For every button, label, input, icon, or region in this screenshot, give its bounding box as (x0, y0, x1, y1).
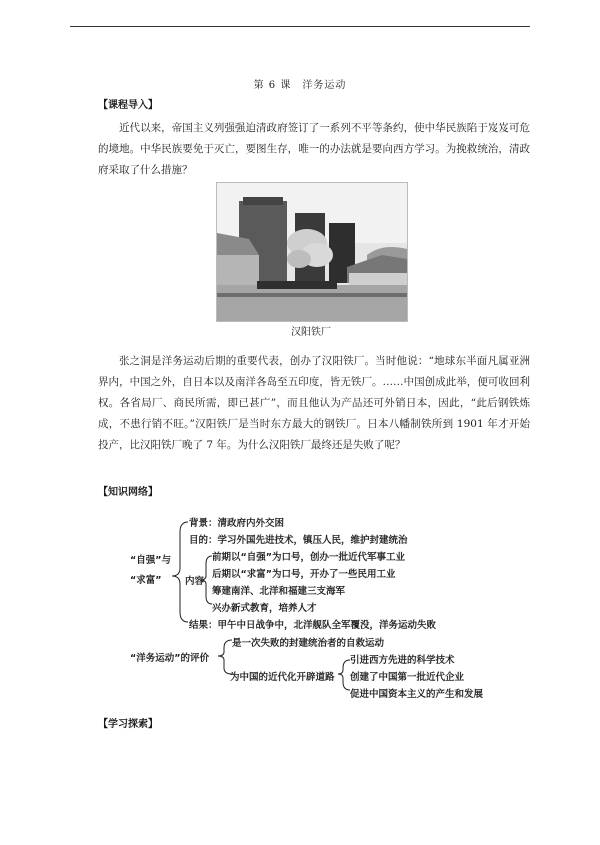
knowledge-network-heading: 【知识网络】 (98, 487, 158, 498)
root-label-line1: “自强”与 (130, 555, 171, 566)
content-item: 兴办新式教育，培养人才 (212, 603, 317, 614)
lesson-intro-paragraph: 近代以来，帝国主义列强强迫清政府签订了一系列不平等条约，使中华民族陷于岌岌可危的境地。中华民族要免于灭亡，要图生存，唯一的办法就是要向西方学习。为挽救统治，清政府采取了什么措施？ (98, 122, 530, 176)
main-brace (172, 522, 188, 622)
content-item: 筹建南洋、北洋和福建三支海军 (212, 586, 346, 597)
lesson-intro-heading: 【课程导入】 (98, 100, 158, 111)
content-label: 内容 (185, 576, 205, 587)
background-node: 背景：清政府内外交困 (189, 518, 285, 529)
evaluation-item: 引进西方先进的科学技术 (350, 655, 455, 666)
result-node: 结果：甲午中日战争中，北洋舰队全军覆没，洋务运动失败 (189, 620, 437, 631)
purpose-node: 目的：学习外国先进技术，镇压人民，维护封建统治 (189, 535, 408, 546)
learning-explore-heading: 【学习探索】 (98, 719, 158, 730)
content-item: 后期以“求富”为口号，开办了一些民用工业 (212, 569, 396, 580)
story-paragraph: 张之洞是洋务运动后期的重要代表，创办了汉阳铁厂。当时他说：“地球东半面凡属亚洲界内，中国之外，自日本以及南洋各岛至五印度，皆无铁厂。……中国创成此举，便可收回利权。各省局厂、商民所需，即已甚广”，而且他认为产品还可外销日本，因此，“此后钢铁炼成，不患行销不旺。”汉阳铁厂是当时东方最大的钢铁厂。日本八幡制铁所到 1901 年才开始投产，比汉阳铁厂晚了 7 年。为什么汉阳铁厂最终还是失败了呢？ (98, 355, 530, 451)
content-item: 前期以“自强”为口号，创办一批近代军事工业 (212, 552, 405, 563)
road-brace (338, 660, 350, 690)
lesson-title: 第 6 课 洋务运动 (253, 80, 347, 91)
evaluation-second: 为中国的近代化开辟道路 (230, 672, 335, 683)
root-label-line2: “求富” (130, 575, 162, 586)
evaluation-item: 创建了中国第一批近代企业 (350, 672, 465, 683)
photo-caption: 汉阳铁厂 (291, 327, 331, 338)
evaluation-root: “洋务运动”的评价 (130, 653, 209, 664)
evaluation-item: 促进中国资本主义的产生和发展 (350, 689, 484, 700)
evaluation-first: 是一次失败的封建统治者的自救运动 (232, 638, 385, 649)
